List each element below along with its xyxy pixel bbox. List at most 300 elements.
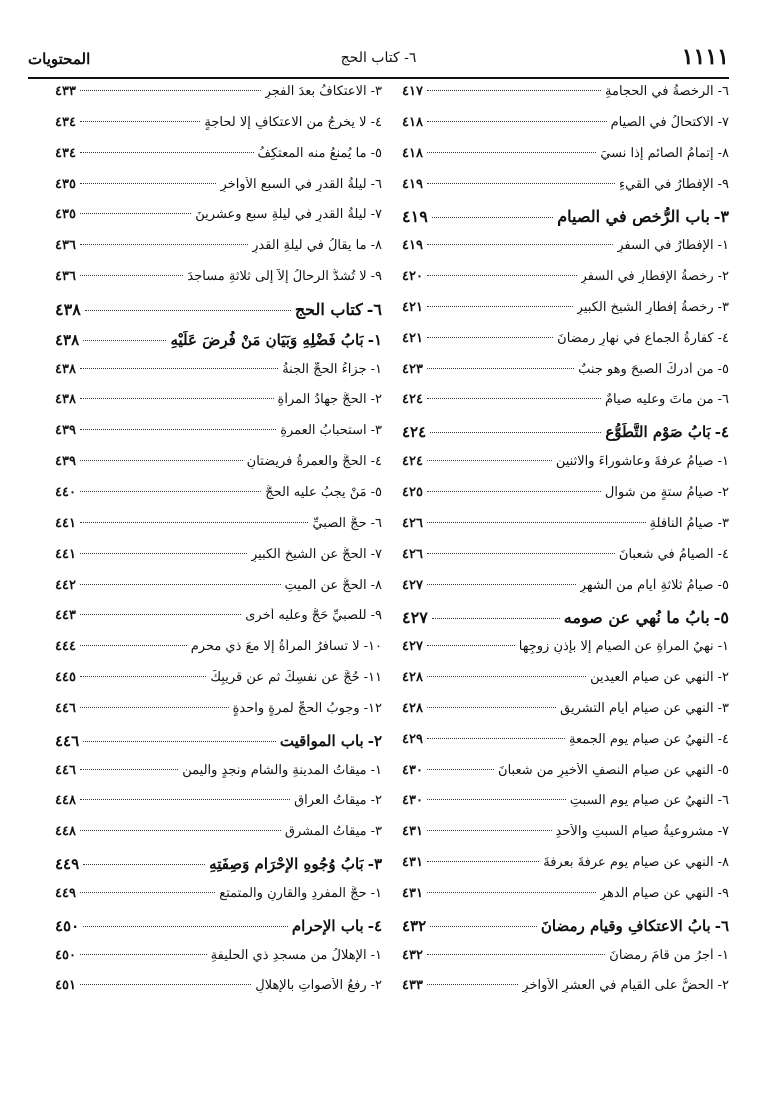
entry-page-number: ٤٢٨ bbox=[402, 670, 423, 686]
entry-title: ميقاتُ العراقِ bbox=[294, 793, 367, 809]
toc-entry bbox=[402, 824, 729, 855]
header-rule bbox=[28, 77, 729, 79]
entry-title: الحجُّ والعمرةُ فريضتانِ bbox=[246, 454, 367, 470]
entry-number: ٢- bbox=[367, 731, 382, 750]
entry-page-number: ٤٢٤ bbox=[402, 454, 423, 470]
entry-title: رخصةُ إفطارِ الشيخِ الكبيرِ bbox=[576, 299, 714, 315]
entry-title: صيامُ ثلاثةِ أيامٍ من الشهرِ bbox=[579, 577, 714, 593]
entry-number: ٧- bbox=[370, 207, 382, 223]
toc-chapter-heading bbox=[402, 207, 729, 238]
leader-dots bbox=[427, 275, 577, 276]
entry-title: الاكتحالُ في الصيامِ bbox=[610, 114, 714, 130]
entry-number: ٢- bbox=[717, 484, 729, 500]
leader-dots bbox=[80, 645, 187, 646]
entry-title: لا تسافرُ المرأةُ إلا معَ ذي محرمٍ bbox=[190, 639, 360, 655]
toc-chapter-heading bbox=[55, 917, 382, 948]
entry-title: الحجُّ جهادُ المرأةِ bbox=[277, 392, 367, 408]
toc-entry bbox=[55, 84, 382, 115]
toc-entry bbox=[402, 84, 729, 115]
entry-page-number: ٤٤٠ bbox=[55, 484, 76, 500]
entry-page-number: ٤٣٣ bbox=[402, 978, 423, 994]
leader-dots bbox=[83, 926, 288, 927]
entry-title: نهيُ المرأةِ عن الصيامِ إلا بإذنِ زوجِها bbox=[518, 639, 714, 655]
toc-entry bbox=[55, 978, 382, 1009]
leader-dots bbox=[427, 584, 576, 585]
entry-page-number: ٤٢٥ bbox=[402, 484, 423, 500]
toc-entry bbox=[55, 701, 382, 732]
entry-title: الرخصةُ في الحجامةِ bbox=[605, 84, 714, 99]
toc-entry bbox=[402, 300, 729, 331]
entry-title: النهيُ عن صيامِ يومِ السبتِ bbox=[569, 793, 714, 809]
entry-number: ٤- bbox=[370, 454, 382, 470]
leader-dots bbox=[83, 741, 276, 742]
entry-title: بابُ ما نُهي عن صومه bbox=[563, 608, 710, 628]
entry-page-number: ٤٥١ bbox=[55, 978, 76, 994]
entry-number: ٧- bbox=[717, 824, 729, 840]
toc-chapter-heading bbox=[402, 423, 729, 454]
toc-entry bbox=[55, 454, 382, 485]
leader-dots bbox=[427, 183, 615, 184]
toc-chapter-heading bbox=[402, 917, 729, 948]
leader-dots bbox=[427, 460, 552, 461]
entry-number: ٥- bbox=[370, 145, 382, 161]
entry-number: ٣- bbox=[717, 299, 729, 315]
leader-dots bbox=[80, 90, 261, 91]
entry-number: ٥- bbox=[717, 577, 729, 593]
toc-entry bbox=[55, 207, 382, 238]
entry-page-number: ٤٢٧ bbox=[402, 608, 428, 628]
entry-number: ٦- bbox=[717, 793, 729, 809]
leader-dots bbox=[80, 429, 276, 430]
leader-dots bbox=[427, 522, 646, 523]
entry-title: للصبيِّ حَجٌّ وعليه أخرى bbox=[245, 608, 367, 624]
toc-entry bbox=[402, 177, 729, 208]
entry-number: ٥- bbox=[713, 608, 729, 628]
leader-dots bbox=[80, 614, 241, 615]
entry-page-number: ٤٤٦ bbox=[55, 700, 76, 716]
entry-title: النهي عن صيامِ يومِ عرفةَ بعرفةَ bbox=[543, 855, 714, 871]
leader-dots bbox=[427, 984, 518, 985]
leader-dots bbox=[427, 398, 601, 399]
leader-dots bbox=[80, 830, 281, 831]
entry-page-number: ٤٥٠ bbox=[55, 947, 76, 963]
entry-page-number: ٤٣٨ bbox=[55, 392, 76, 408]
entry-title: الحجُّ عن الميتِ bbox=[284, 577, 367, 593]
leader-dots bbox=[430, 926, 537, 927]
entry-page-number: ٤٢٧ bbox=[402, 639, 423, 655]
entry-title: الاعتكافُ بعدَ الفجرِ bbox=[264, 84, 367, 99]
entry-page-number: ٤١٨ bbox=[402, 114, 423, 130]
entry-number: ٢- bbox=[717, 978, 729, 994]
entry-title: بَابُ وُجُوهِ الإِحْرَامِ وَصِفَتِهِ bbox=[209, 855, 364, 874]
entry-number: ٦- bbox=[370, 176, 382, 192]
toc-entry bbox=[55, 547, 382, 578]
entry-title: من ماتَ وعليه صيامٌ bbox=[604, 392, 714, 408]
entry-number: ٩- bbox=[717, 176, 729, 192]
toc-chapter-heading bbox=[55, 732, 382, 763]
entry-page-number: ٤٤٤ bbox=[55, 639, 76, 655]
entry-title: بَابُ صَوْمِ التَّطَوُّعِ bbox=[605, 423, 711, 442]
entry-number: ٧- bbox=[370, 546, 382, 562]
toc-entry bbox=[55, 639, 382, 670]
entry-page-number: ٤٤٨ bbox=[55, 793, 76, 809]
leader-dots bbox=[80, 584, 281, 585]
toc-entry bbox=[402, 547, 729, 578]
entry-page-number: ٤٣٨ bbox=[55, 361, 76, 377]
leader-dots bbox=[432, 618, 560, 619]
toc-entry bbox=[55, 485, 382, 516]
entry-title: الصيامُ في شعبانَ bbox=[618, 546, 714, 562]
toc-entry bbox=[402, 146, 729, 177]
entry-page-number: ٤١٩ bbox=[402, 238, 423, 254]
leader-dots bbox=[427, 244, 613, 245]
leader-dots bbox=[80, 984, 251, 985]
entry-title: كفارةُ الجماعِ في نهارِ رمضانَ bbox=[557, 330, 714, 346]
toc-column-left bbox=[55, 84, 382, 1009]
entry-number: ٤- bbox=[367, 916, 382, 935]
entry-title: صيامُ عرفةَ وعاشوراءَ والاثنين bbox=[555, 454, 714, 470]
entry-page-number: ٤٣٢ bbox=[402, 947, 423, 963]
entry-page-number: ٤٣٨ bbox=[55, 299, 81, 319]
entry-number: ٤- bbox=[370, 114, 382, 130]
entry-title: رخصةُ الإفطارِ في السفرِ bbox=[580, 269, 714, 285]
entry-number: ١٠- bbox=[363, 639, 382, 655]
entry-number: ٢- bbox=[370, 793, 382, 809]
leader-dots bbox=[427, 738, 565, 739]
leader-dots bbox=[80, 676, 206, 677]
entry-page-number: ٤٤٥ bbox=[55, 670, 76, 686]
entry-title: جزاءُ الحجِّ الجنةُ bbox=[282, 361, 367, 377]
entry-title: ليلةُ القدرِ في السبعِ الأواخرِ bbox=[220, 176, 367, 192]
page-number: ١١١١ bbox=[681, 44, 729, 70]
toc-chapter-heading bbox=[402, 608, 729, 639]
entry-number: ٢- bbox=[370, 978, 382, 994]
entry-page-number: ٤٢٩ bbox=[402, 731, 423, 747]
toc-entry bbox=[402, 701, 729, 732]
entry-page-number: ٤٤٢ bbox=[55, 577, 76, 593]
entry-number: ١٢- bbox=[363, 700, 382, 716]
leader-dots bbox=[427, 306, 573, 307]
toc-entry bbox=[402, 238, 729, 269]
leader-dots bbox=[427, 769, 494, 770]
entry-title: حجُّ المفردِ والقارنِ والمتمتعِ bbox=[219, 885, 367, 901]
entry-title: ما يُمنعُ منه المعتكِفُ bbox=[257, 145, 367, 161]
leader-dots bbox=[427, 799, 566, 800]
leader-dots bbox=[80, 491, 261, 492]
leader-dots bbox=[427, 707, 556, 708]
leader-dots bbox=[83, 864, 205, 865]
toc-entry bbox=[402, 362, 729, 393]
entry-page-number: ٤٣٤ bbox=[55, 114, 76, 130]
entry-title: ميقاتُ المدينةِ والشامِ ونجدٍ واليمنِ bbox=[182, 762, 367, 778]
entry-page-number: ٤٣٦ bbox=[55, 238, 76, 254]
leader-dots bbox=[427, 676, 586, 677]
entry-title: ما يقالُ في ليلةِ القدرِ bbox=[252, 238, 367, 254]
entry-page-number: ٤٤٨ bbox=[55, 824, 76, 840]
toc-entry bbox=[402, 578, 729, 609]
leader-dots bbox=[80, 398, 274, 399]
entry-number: ٦- bbox=[366, 299, 382, 319]
toc-entry bbox=[402, 639, 729, 670]
entry-page-number: ٤٣١ bbox=[402, 855, 423, 871]
entry-page-number: ٤٣٦ bbox=[55, 269, 76, 285]
entry-number: ٨- bbox=[370, 238, 382, 254]
entry-title: حجُّ الصبيِّ bbox=[312, 515, 367, 531]
entry-title: بَابُ فَضْلِهِ وَبَيَانِ مَنْ فُرِضَ عَلَيْهِ bbox=[170, 330, 364, 349]
entry-page-number: ٤٣٢ bbox=[402, 916, 427, 935]
entry-number: ١- bbox=[717, 454, 729, 470]
toc-entry bbox=[55, 824, 382, 855]
entry-title: الإفطارُ في السفرِ bbox=[617, 238, 714, 254]
entry-number: ٧- bbox=[717, 114, 729, 130]
entry-page-number: ٤٣٩ bbox=[55, 454, 76, 470]
entry-page-number: ٤٣٠ bbox=[402, 793, 423, 809]
entry-page-number: ٤٤٩ bbox=[55, 855, 80, 874]
entry-number: ٩- bbox=[370, 269, 382, 285]
leader-dots bbox=[80, 707, 229, 708]
entry-number: ٦- bbox=[714, 916, 729, 935]
entry-title: النهي عن صيامِ أيامِ التشريقِ bbox=[560, 700, 714, 716]
toc-chapter-heading bbox=[55, 855, 382, 886]
entry-page-number: ٤٣٠ bbox=[402, 762, 423, 778]
leader-dots bbox=[80, 892, 215, 893]
entry-title: صيامُ ستةٍ من شوال bbox=[604, 484, 714, 500]
toc-entry bbox=[402, 269, 729, 300]
entry-number: ٣- bbox=[370, 423, 382, 439]
entry-page-number: ٤٣٩ bbox=[55, 423, 76, 439]
entry-number: ٥- bbox=[370, 484, 382, 500]
section-title: المحتويات bbox=[28, 50, 91, 68]
entry-page-number: ٤٣٥ bbox=[55, 176, 76, 192]
entry-page-number: ٤٣٨ bbox=[55, 330, 80, 349]
entry-title: الحضُّ على القيامِ في العشرِ الأواخرِ bbox=[522, 978, 714, 994]
entry-page-number: ٤٢٧ bbox=[402, 577, 423, 593]
entry-number: ٦- bbox=[717, 84, 729, 99]
entry-number: ١- bbox=[370, 762, 382, 778]
entry-page-number: ٤٢٤ bbox=[402, 392, 423, 408]
toc-entry bbox=[402, 115, 729, 146]
entry-title: ليلةُ القدرِ في ليلةِ سبعٍ وعشرينَ bbox=[195, 207, 367, 223]
toc-entry bbox=[402, 948, 729, 979]
toc-entry bbox=[55, 392, 382, 423]
leader-dots bbox=[427, 491, 601, 492]
entry-title: إتمامُ الصائمِ إذا نسيَ bbox=[600, 145, 714, 161]
entry-title: حُجَّ عن نفسِكَ ثم عن قريبِكَ bbox=[210, 670, 360, 686]
entry-title: باب الإحرام bbox=[291, 916, 364, 935]
entry-number: ٣- bbox=[370, 824, 382, 840]
entry-title: النهيُ عن صيامِ يومِ الجمعةِ bbox=[569, 731, 714, 747]
entry-page-number: ٤٥٠ bbox=[55, 916, 80, 935]
leader-dots bbox=[80, 213, 191, 214]
leader-dots bbox=[80, 275, 183, 276]
toc-entry bbox=[55, 423, 382, 454]
entry-number: ٢- bbox=[717, 670, 729, 686]
entry-page-number: ٤٢٣ bbox=[402, 361, 423, 377]
entry-number: ١- bbox=[717, 947, 729, 963]
toc-entry bbox=[55, 948, 382, 979]
entry-title: من أدركَ الصبحَ وهو جنبٌ bbox=[578, 361, 714, 377]
toc-entry bbox=[402, 516, 729, 547]
leader-dots bbox=[427, 830, 552, 831]
leader-dots bbox=[427, 337, 553, 338]
entry-title: النهي عن صيامِ الدهرِ bbox=[599, 885, 714, 901]
entry-title: وجوبُ الحجِّ لمرةٍ واحدةٍ bbox=[232, 700, 360, 716]
entry-page-number: ٤٣١ bbox=[402, 885, 423, 901]
toc-entry bbox=[55, 763, 382, 794]
entry-number: ٨- bbox=[717, 855, 729, 871]
entry-title: كتاب الحج bbox=[294, 299, 363, 319]
entry-title: لا يخرجُ من الاعتكافِ إلا لحاجةٍ bbox=[204, 114, 367, 130]
toc-entry bbox=[402, 978, 729, 1009]
toc-entry bbox=[55, 115, 382, 146]
entry-number: ١- bbox=[370, 947, 382, 963]
entry-title: باب المواقيت bbox=[279, 731, 364, 750]
toc-entry bbox=[402, 454, 729, 485]
toc-entry bbox=[55, 886, 382, 917]
entry-title: مشروعيةُ صيامِ السبتِ والأحدِ bbox=[555, 824, 714, 840]
entry-title: رفعُ الأصواتِ بالإهلالِ bbox=[255, 978, 367, 994]
entry-page-number: ٤٢٦ bbox=[402, 546, 423, 562]
leader-dots bbox=[80, 152, 254, 153]
entry-title: مَنْ يجبُ عليه الحجُّ bbox=[265, 484, 367, 500]
toc-entry bbox=[55, 177, 382, 208]
leader-dots bbox=[427, 553, 615, 554]
toc-entry bbox=[402, 855, 729, 886]
leader-dots bbox=[80, 244, 248, 245]
running-title: ٦- كتاب الحج bbox=[340, 50, 417, 66]
toc-chapter-heading bbox=[55, 331, 382, 362]
entry-title: النهي عن صيامِ النصفِ الأخيرِ من شعبانَ bbox=[498, 762, 714, 778]
toc-entry bbox=[402, 886, 729, 917]
leader-dots bbox=[432, 217, 553, 218]
leader-dots bbox=[427, 954, 605, 955]
toc-entry bbox=[402, 763, 729, 794]
toc-entry bbox=[402, 793, 729, 824]
entry-page-number: ٤٤٣ bbox=[55, 608, 76, 624]
leader-dots bbox=[80, 954, 207, 955]
toc-entry bbox=[402, 392, 729, 423]
leader-dots bbox=[427, 892, 596, 893]
entry-page-number: ٤٣٥ bbox=[55, 207, 76, 223]
toc-column-right bbox=[402, 84, 729, 1009]
entry-page-number: ٤٤٦ bbox=[55, 762, 76, 778]
toc-entry bbox=[55, 793, 382, 824]
leader-dots bbox=[427, 645, 515, 646]
entry-number: ٤- bbox=[717, 731, 729, 747]
page-header bbox=[28, 44, 729, 74]
toc-entry bbox=[402, 485, 729, 516]
entry-number: ٤- bbox=[714, 423, 729, 442]
entry-number: ٤- bbox=[717, 546, 729, 562]
entry-number: ٣- bbox=[717, 700, 729, 716]
entry-number: ٣- bbox=[717, 515, 729, 531]
entry-page-number: ٤٤١ bbox=[55, 546, 76, 562]
entry-number: ٥- bbox=[717, 762, 729, 778]
entry-number: ٨- bbox=[370, 577, 382, 593]
entry-number: ٣- bbox=[367, 855, 382, 874]
entry-number: ١- bbox=[717, 639, 729, 655]
entry-page-number: ٤٢٦ bbox=[402, 515, 423, 531]
toc-entry bbox=[402, 670, 729, 701]
entry-number: ٣- bbox=[370, 84, 382, 99]
entry-title: صيامُ النافلةِ bbox=[649, 515, 714, 531]
leader-dots bbox=[80, 769, 178, 770]
entry-title: استحبابُ العمرةِ bbox=[280, 423, 367, 439]
entry-number: ١- bbox=[367, 330, 382, 349]
leader-dots bbox=[80, 553, 247, 554]
leader-dots bbox=[427, 90, 601, 91]
entry-page-number: ٤٢١ bbox=[402, 299, 423, 315]
entry-title: لا تُشدُّ الرحالُ إلاّ إلى ثلاثةِ مساجدَ bbox=[187, 269, 367, 285]
leader-dots bbox=[80, 183, 217, 184]
entry-page-number: ٤١٩ bbox=[402, 176, 423, 192]
entry-number: ١- bbox=[717, 238, 729, 254]
entry-title: باب الرُّخصِ في الصيامِ bbox=[557, 207, 710, 227]
entry-title: بابُ الاعتكافِ وقيامِ رمضانَ bbox=[540, 916, 711, 935]
toc-entry bbox=[55, 146, 382, 177]
entry-title: ميقاتُ المشرقِ bbox=[284, 824, 367, 840]
entry-number: ٦- bbox=[370, 515, 382, 531]
entry-number: ٤- bbox=[717, 330, 729, 346]
leader-dots bbox=[80, 522, 308, 523]
entry-number: ١- bbox=[370, 885, 382, 901]
entry-page-number: ٤٣٤ bbox=[55, 145, 76, 161]
toc-entry bbox=[55, 578, 382, 609]
entry-title: الإهلالُ من مسجدِ ذي الحليفةِ bbox=[210, 947, 367, 963]
entry-number: ٩- bbox=[370, 608, 382, 624]
toc-entry bbox=[55, 362, 382, 393]
leader-dots bbox=[427, 121, 607, 122]
entry-number: ٣- bbox=[713, 207, 729, 227]
toc-entry bbox=[55, 608, 382, 639]
entry-page-number: ٤٤٩ bbox=[55, 885, 76, 901]
entry-number: ٢- bbox=[370, 392, 382, 408]
entry-page-number: ٤٤٦ bbox=[55, 731, 80, 750]
leader-dots bbox=[83, 340, 166, 341]
toc-entry bbox=[55, 670, 382, 701]
leader-dots bbox=[430, 432, 601, 433]
leader-dots bbox=[80, 460, 243, 461]
entry-title: الإفطارُ في القيءِ bbox=[619, 176, 714, 192]
entry-page-number: ٤١٩ bbox=[402, 207, 428, 227]
leader-dots bbox=[85, 310, 291, 311]
leader-dots bbox=[80, 799, 290, 800]
entry-page-number: ٤٢١ bbox=[402, 330, 423, 346]
toc-entry bbox=[402, 732, 729, 763]
leader-dots bbox=[427, 861, 539, 862]
entry-page-number: ٤٢٤ bbox=[402, 423, 427, 442]
leader-dots bbox=[427, 152, 596, 153]
entry-number: ١١- bbox=[363, 670, 382, 686]
entry-page-number: ٤٣١ bbox=[402, 824, 423, 840]
entry-page-number: ٤٢٠ bbox=[402, 269, 423, 285]
entry-number: ١- bbox=[370, 361, 382, 377]
entry-title: الحجُّ عن الشيخِ الكبيرِ bbox=[250, 546, 367, 562]
entry-title: أجرُ من قامَ رمضانَ bbox=[609, 947, 714, 963]
entry-number: ٢- bbox=[717, 269, 729, 285]
entry-page-number: ٤١٨ bbox=[402, 145, 423, 161]
leader-dots bbox=[80, 368, 278, 369]
toc-entry bbox=[55, 238, 382, 269]
entry-page-number: ٤٤١ bbox=[55, 515, 76, 531]
toc-entry bbox=[55, 269, 382, 300]
leader-dots bbox=[80, 121, 200, 122]
entry-page-number: ٤٣٣ bbox=[55, 84, 76, 99]
leader-dots bbox=[427, 368, 574, 369]
entry-page-number: ٤٢٨ bbox=[402, 700, 423, 716]
toc-entry bbox=[402, 331, 729, 362]
entry-number: ٩- bbox=[717, 885, 729, 901]
